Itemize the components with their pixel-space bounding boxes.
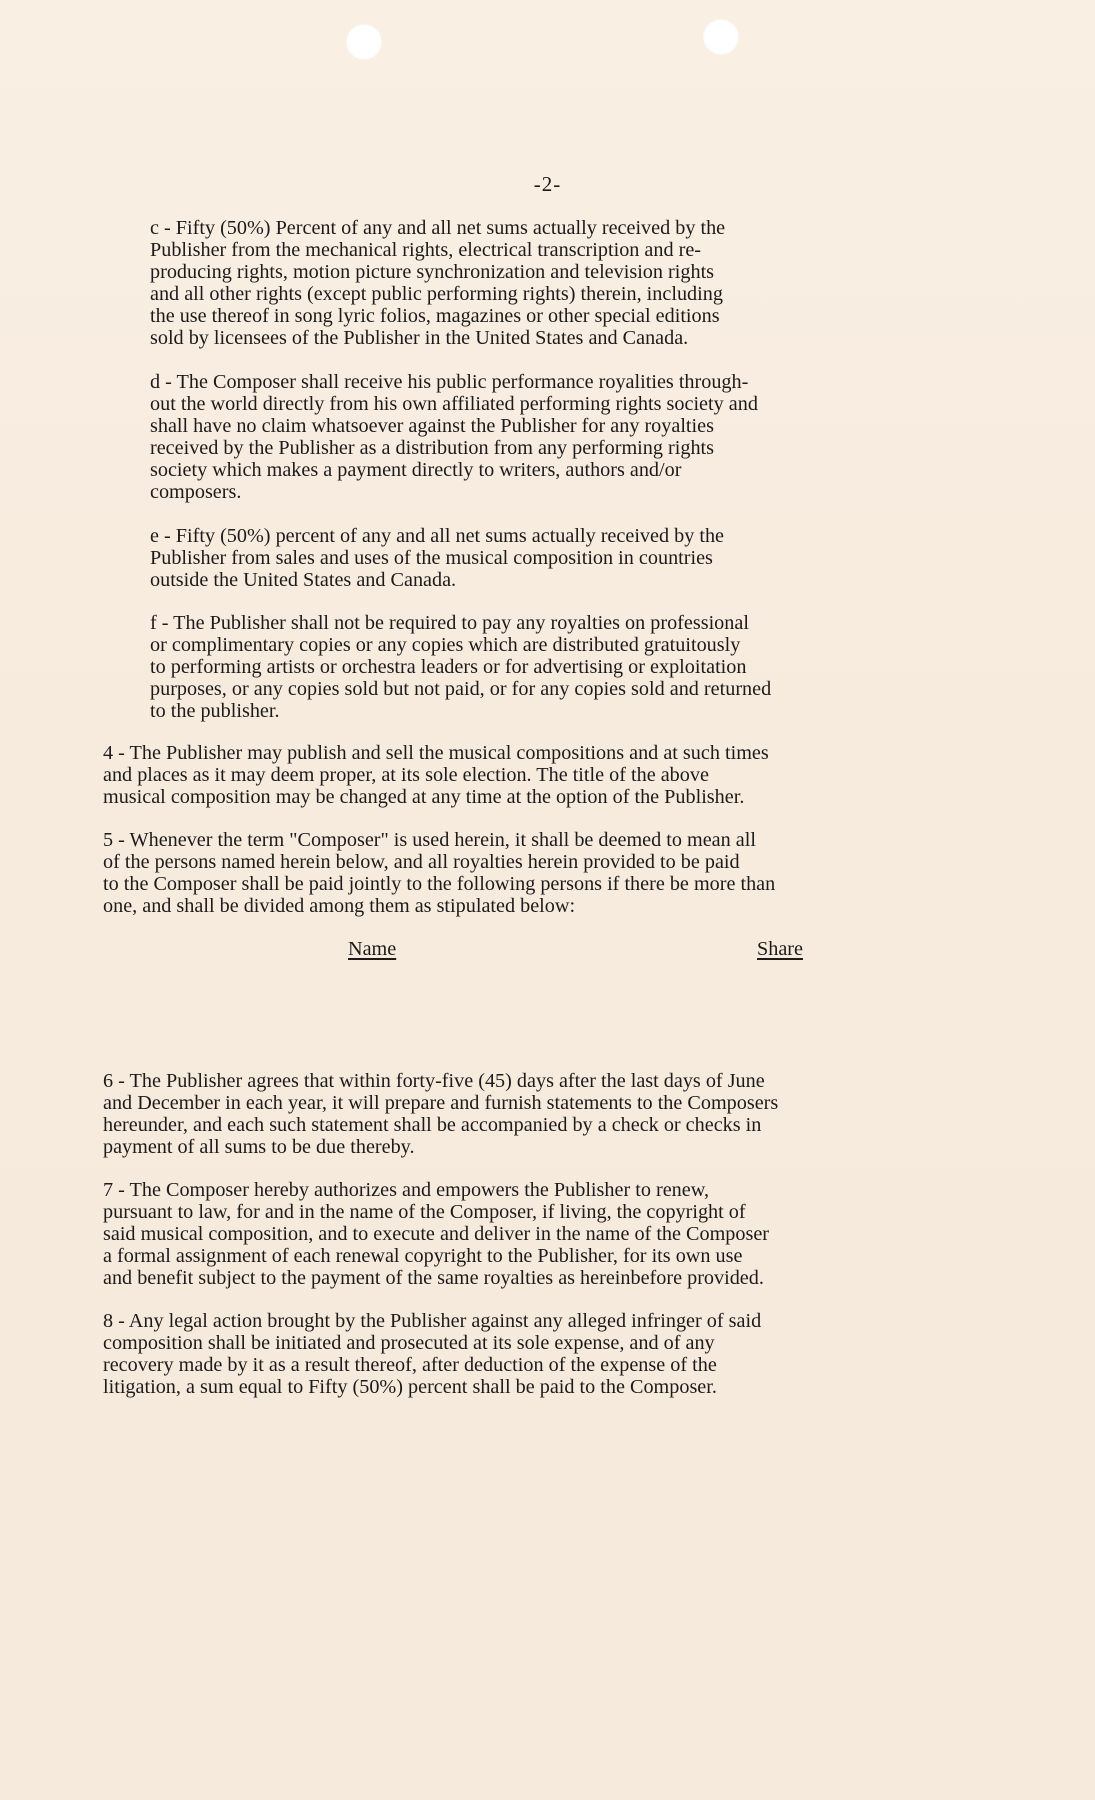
paragraph-8: 8 - Any legal action brought by the Publisher against any alleged infringer of said composition shall be initiated and prosecuted at its sole expense, and of any recovery made by it as a result thereof, after deduction of the expense of the litigation, a sum equal to Fifty (50%) percent shall be paid to the Composer. [103, 1310, 762, 1398]
paragraph-5: 5 - Whenever the term "Composer" is used herein, it shall be deemed to mean all of the persons named herein below, and all royalties herein provided to be paid to the Composer shall be paid jointly to the following persons if there be more than one, and shall be divided among them as stipulated below: [103, 829, 776, 917]
name-column-header: Name [348, 938, 397, 960]
paragraph-4: 4 - The Publisher may publish and sell the musical compositions and at such times and places as it may deem proper, at its sole election. The title of the above musical composition may be changed at any time at the option of the Publisher. [103, 742, 769, 808]
page-number: -2- [533, 172, 562, 196]
punch-hole-left [346, 24, 382, 60]
paragraph-c: c - Fifty (50%) Percent of any and all net sums actually received by the Publisher from the mechanical rights, electrical transcription and re- producing rights, motion picture synchronization and television rights and all other rights (except public performing rights) therein, including the use thereof in song lyric folios, magazines or other special editions sold by licensees of the Publisher in the United States and Canada. [150, 217, 726, 349]
paragraph-6: 6 - The Publisher agrees that within forty-five (45) days after the last days of June and December in each year, it will prepare and furnish statements to the Composers hereunder, and each such statement shall be accompanied by a check or checks in payment of all sums to be due thereby. [103, 1070, 779, 1158]
paragraph-d: d - The Composer shall receive his public performance royalities through- out the world directly from his own affiliated performing rights society and shall have no claim whatsoever against the Publisher for any royalties received by the Publisher as a distribution from any performing rights society which makes a payment directly to writers, authors and/or composers. [150, 371, 758, 503]
share-column-header: Share [757, 938, 803, 960]
punch-hole-right [703, 19, 739, 55]
paragraph-e: e - Fifty (50%) percent of any and all net sums actually received by the Publisher from sales and uses of the musical composition in countries outside the United States and Canada. [150, 525, 725, 591]
paragraph-f: f - The Publisher shall not be required to pay any royalties on professional or complimentary copies or any copies which are distributed gratuitously to performing artists or orchestra leaders or for advertising or exploitation purposes, or any copies sold but not paid, or for any copies sold and returned to the publisher. [150, 612, 772, 722]
paragraph-7: 7 - The Composer hereby authorizes and empowers the Publisher to renew, pursuant to law, for and in the name of the Composer, if living, the copyright of said musical composition, and to execute and deliver in the name of the Composer a formal assignment of each renewal copyright to the Publisher, for its own use and benefit subject to the payment of the same royalties as hereinbefore provided. [103, 1179, 770, 1289]
